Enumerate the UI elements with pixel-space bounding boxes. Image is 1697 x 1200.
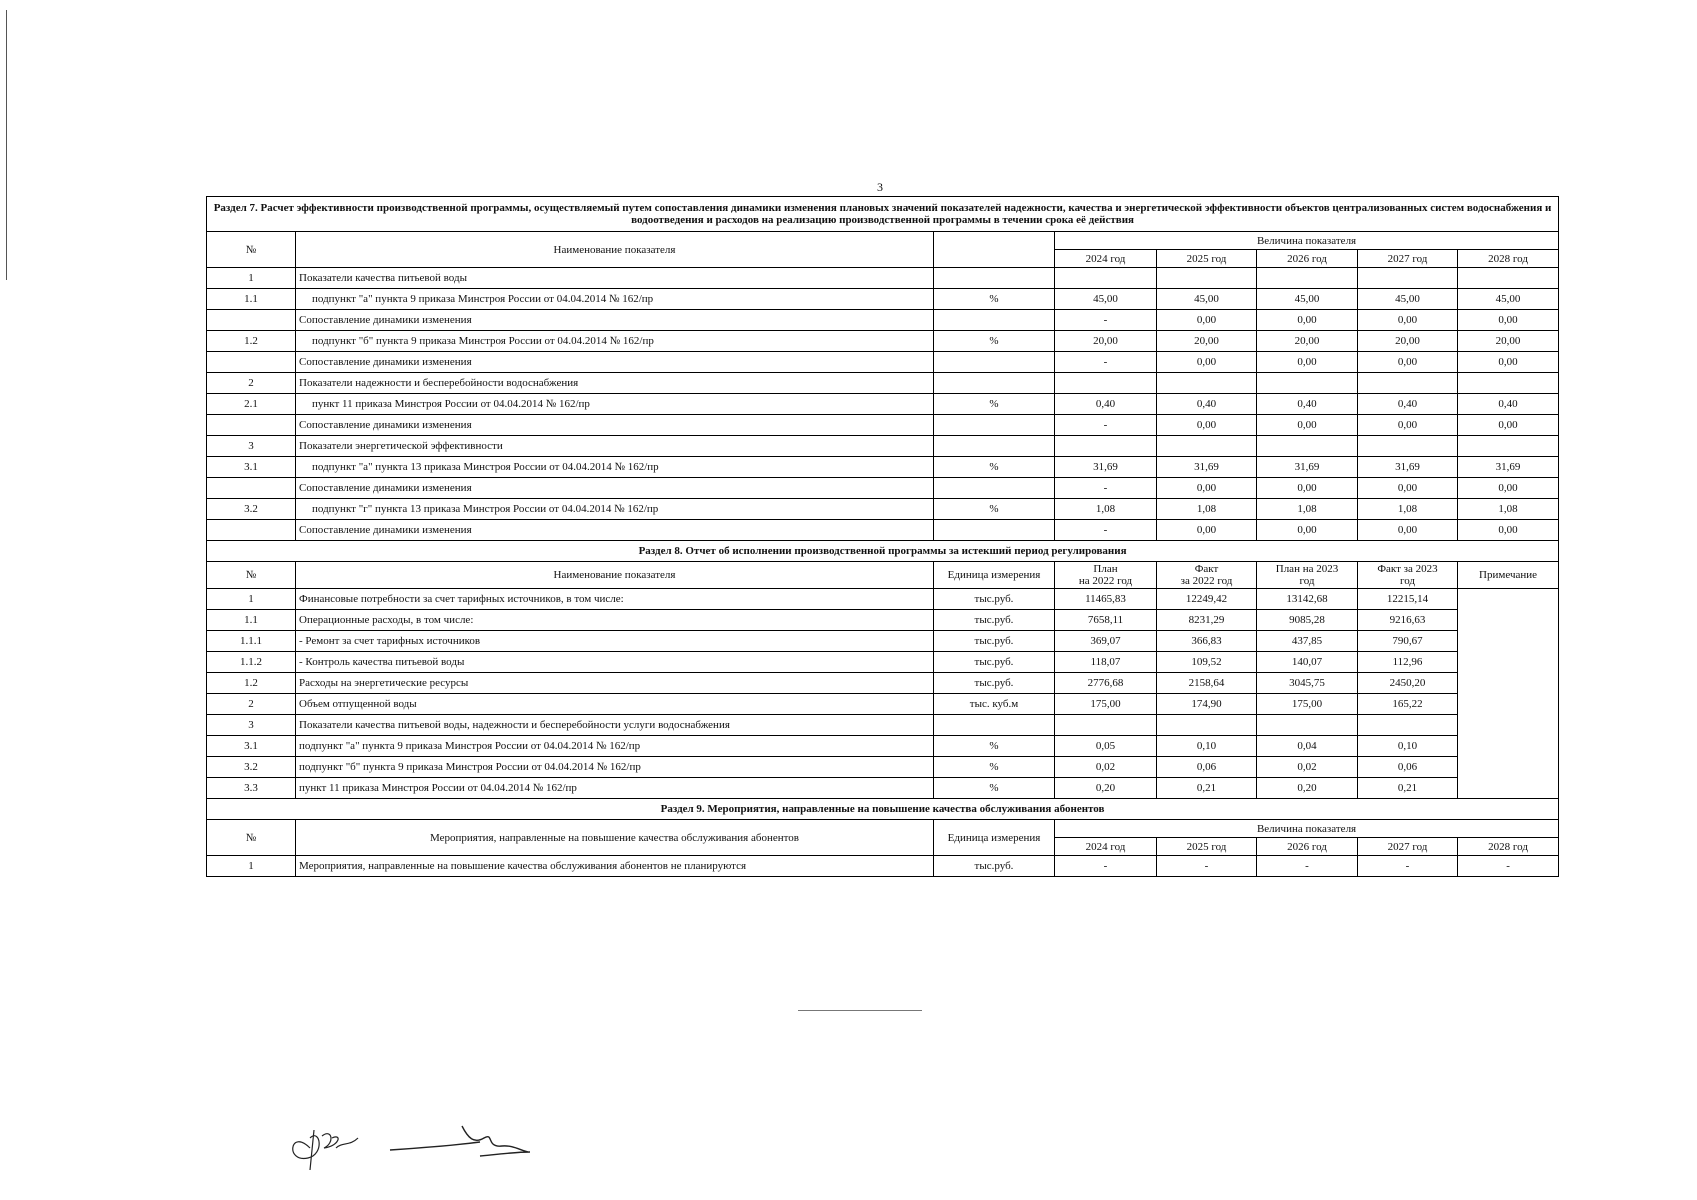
row-value: 0,00 bbox=[1358, 310, 1458, 331]
row-value bbox=[1257, 268, 1358, 289]
row-value: 1,08 bbox=[1358, 499, 1458, 520]
row-name: - Ремонт за счет тарифных источников bbox=[296, 631, 934, 652]
row-value bbox=[1157, 268, 1257, 289]
table-row bbox=[207, 310, 1559, 331]
row-name: Объем отпущенной воды bbox=[296, 694, 934, 715]
section9-title-row bbox=[207, 799, 1559, 820]
signature-icon bbox=[280, 1108, 540, 1178]
row-value bbox=[1157, 715, 1257, 736]
row-unit bbox=[934, 715, 1055, 736]
table-row bbox=[207, 457, 1559, 478]
row-value: 0,00 bbox=[1458, 415, 1559, 436]
s8-header-fact2023: Факт за 2023 год bbox=[1358, 562, 1458, 589]
row-value bbox=[1157, 436, 1257, 457]
row-value: 118,07 bbox=[1055, 652, 1157, 673]
row-number: 2 bbox=[207, 694, 296, 715]
row-value: 2776,68 bbox=[1055, 673, 1157, 694]
program-table bbox=[206, 196, 1559, 877]
row-number: 1.2 bbox=[207, 673, 296, 694]
row-name: пункт 11 приказа Минстроя России от 04.04.2014 № 162/пр bbox=[296, 778, 934, 799]
row-value bbox=[1458, 436, 1559, 457]
row-unit: % bbox=[934, 457, 1055, 478]
row-name: подпункт "а" пункта 9 приказа Минстроя России от 04.04.2014 № 162/пр bbox=[296, 736, 934, 757]
s9-year: 2026 год bbox=[1257, 838, 1358, 856]
s7-year: 2025 год bbox=[1157, 250, 1257, 268]
table-row bbox=[207, 673, 1559, 694]
row-value: 0,40 bbox=[1157, 394, 1257, 415]
table-row bbox=[207, 694, 1559, 715]
row-value: 0,40 bbox=[1257, 394, 1358, 415]
row-number: 1.1.1 bbox=[207, 631, 296, 652]
row-value: 0,00 bbox=[1257, 310, 1358, 331]
table-row bbox=[207, 415, 1559, 436]
row-name: Операционные расходы, в том числе: bbox=[296, 610, 934, 631]
row-number: 1 bbox=[207, 268, 296, 289]
s7-header-name: Наименование показателя bbox=[296, 232, 934, 268]
s8-header-plan2023: План на 2023 год bbox=[1257, 562, 1358, 589]
row-name: Показатели качества питьевой воды bbox=[296, 268, 934, 289]
row-value: 0,00 bbox=[1157, 415, 1257, 436]
s7-header-group: Величина показателя bbox=[1055, 232, 1559, 250]
row-name: Финансовые потребности за счет тарифных источников, в том числе: bbox=[296, 589, 934, 610]
row-value: 165,22 bbox=[1358, 694, 1458, 715]
row-value: 45,00 bbox=[1157, 289, 1257, 310]
row-value: 0,40 bbox=[1358, 394, 1458, 415]
row-value: - bbox=[1055, 478, 1157, 499]
row-value: 0,00 bbox=[1458, 478, 1559, 499]
row-value: 8231,29 bbox=[1157, 610, 1257, 631]
row-value: - bbox=[1157, 856, 1257, 877]
row-number bbox=[207, 478, 296, 499]
row-unit bbox=[934, 436, 1055, 457]
row-value: 366,83 bbox=[1157, 631, 1257, 652]
row-value: 0,05 bbox=[1055, 736, 1157, 757]
row-value: 437,85 bbox=[1257, 631, 1358, 652]
row-value: 20,00 bbox=[1055, 331, 1157, 352]
row-value: 0,00 bbox=[1458, 352, 1559, 373]
row-value: 45,00 bbox=[1257, 289, 1358, 310]
row-value: 112,96 bbox=[1358, 652, 1458, 673]
row-name: Расходы на энергетические ресурсы bbox=[296, 673, 934, 694]
row-value: 31,69 bbox=[1358, 457, 1458, 478]
table-row bbox=[207, 715, 1559, 736]
row-value bbox=[1157, 373, 1257, 394]
row-value: 0,00 bbox=[1257, 352, 1358, 373]
s9-header-name: Мероприятия, направленные на повышение качества обслуживания абонентов bbox=[296, 820, 934, 856]
table-row bbox=[207, 520, 1559, 541]
row-value: 9085,28 bbox=[1257, 610, 1358, 631]
row-value: 2450,20 bbox=[1358, 673, 1458, 694]
s8-header-name: Наименование показателя bbox=[296, 562, 934, 589]
row-value: 11465,83 bbox=[1055, 589, 1157, 610]
table-row bbox=[207, 757, 1559, 778]
row-unit: тыс.руб. bbox=[934, 610, 1055, 631]
row-value: 12249,42 bbox=[1157, 589, 1257, 610]
s7-year: 2027 год bbox=[1358, 250, 1458, 268]
s7-header-num: № bbox=[207, 232, 296, 268]
row-name: подпункт "б" пункта 9 приказа Минстроя России от 04.04.2014 № 162/пр bbox=[296, 757, 934, 778]
row-value: - bbox=[1055, 856, 1157, 877]
row-unit: % bbox=[934, 331, 1055, 352]
row-unit bbox=[934, 373, 1055, 394]
row-name: Сопоставление динамики изменения bbox=[296, 520, 934, 541]
row-value bbox=[1458, 268, 1559, 289]
row-number: 3 bbox=[207, 715, 296, 736]
table-row bbox=[207, 394, 1559, 415]
row-value: 0,00 bbox=[1157, 478, 1257, 499]
s9-header-unit: Единица измерения bbox=[934, 820, 1055, 856]
row-value bbox=[1055, 715, 1157, 736]
row-value: - bbox=[1055, 310, 1157, 331]
row-unit bbox=[934, 268, 1055, 289]
row-unit: тыс.руб. bbox=[934, 673, 1055, 694]
row-name: Сопоставление динамики изменения bbox=[296, 415, 934, 436]
page-number: 3 bbox=[877, 180, 883, 194]
row-number: 3.2 bbox=[207, 499, 296, 520]
row-value: - bbox=[1458, 856, 1559, 877]
row-unit: % bbox=[934, 289, 1055, 310]
row-name: Сопоставление динамики изменения bbox=[296, 352, 934, 373]
row-value: 0,40 bbox=[1458, 394, 1559, 415]
row-value: 175,00 bbox=[1055, 694, 1157, 715]
table-row bbox=[207, 652, 1559, 673]
row-value: 0,20 bbox=[1055, 778, 1157, 799]
row-value: 1,08 bbox=[1257, 499, 1358, 520]
section8-rows bbox=[207, 589, 1559, 799]
row-value: 109,52 bbox=[1157, 652, 1257, 673]
row-unit: % bbox=[934, 499, 1055, 520]
row-unit: % bbox=[934, 757, 1055, 778]
row-value: 0,00 bbox=[1157, 352, 1257, 373]
row-value: 31,69 bbox=[1055, 457, 1157, 478]
section7-title-row bbox=[207, 197, 1559, 232]
row-name: Показатели энергетической эффективности bbox=[296, 436, 934, 457]
row-value bbox=[1358, 373, 1458, 394]
table-row bbox=[207, 856, 1559, 877]
row-value: 12215,14 bbox=[1358, 589, 1458, 610]
row-value: 0,00 bbox=[1358, 478, 1458, 499]
section9-header-row bbox=[207, 820, 1559, 838]
row-number: 1.1.2 bbox=[207, 652, 296, 673]
row-value: 45,00 bbox=[1055, 289, 1157, 310]
row-value: 9216,63 bbox=[1358, 610, 1458, 631]
row-value bbox=[1055, 436, 1157, 457]
row-name: подпункт "б" пункта 9 приказа Минстроя России от 04.04.2014 № 162/пр bbox=[296, 331, 934, 352]
row-value: - bbox=[1257, 856, 1358, 877]
row-value: 31,69 bbox=[1257, 457, 1358, 478]
row-value: 0,02 bbox=[1257, 757, 1358, 778]
row-value bbox=[1358, 436, 1458, 457]
row-value: 0,00 bbox=[1157, 310, 1257, 331]
section8-title: Раздел 8. Отчет об исполнении производственной программы за истекший период регулирования bbox=[207, 541, 1559, 562]
row-value: 0,10 bbox=[1157, 736, 1257, 757]
row-value: 0,00 bbox=[1458, 310, 1559, 331]
row-value bbox=[1055, 268, 1157, 289]
row-value bbox=[1257, 373, 1358, 394]
table-row bbox=[207, 373, 1559, 394]
table-row bbox=[207, 736, 1559, 757]
row-value: 0,20 bbox=[1257, 778, 1358, 799]
section7-header-row bbox=[207, 232, 1559, 250]
row-value: 7658,11 bbox=[1055, 610, 1157, 631]
row-value bbox=[1358, 268, 1458, 289]
row-value: 0,00 bbox=[1257, 415, 1358, 436]
row-value: 3045,75 bbox=[1257, 673, 1358, 694]
row-number bbox=[207, 352, 296, 373]
row-value bbox=[1458, 373, 1559, 394]
s9-year: 2025 год bbox=[1157, 838, 1257, 856]
row-name: Сопоставление динамики изменения bbox=[296, 478, 934, 499]
section9-rows bbox=[207, 856, 1559, 877]
row-value: 0,00 bbox=[1257, 478, 1358, 499]
row-number: 1.1 bbox=[207, 610, 296, 631]
row-number: 3 bbox=[207, 436, 296, 457]
s9-year: 2027 год bbox=[1358, 838, 1458, 856]
row-name: подпункт "а" пункта 13 приказа Минстроя России от 04.04.2014 № 162/пр bbox=[296, 457, 934, 478]
row-value: 0,10 bbox=[1358, 736, 1458, 757]
row-value: 31,69 bbox=[1157, 457, 1257, 478]
row-value: 20,00 bbox=[1358, 331, 1458, 352]
row-value: 0,04 bbox=[1257, 736, 1358, 757]
scan-edge-line bbox=[6, 10, 7, 280]
table-row bbox=[207, 436, 1559, 457]
row-unit bbox=[934, 310, 1055, 331]
table-row bbox=[207, 331, 1559, 352]
row-value: 0,00 bbox=[1358, 415, 1458, 436]
row-value bbox=[1257, 436, 1358, 457]
s9-header-group: Величина показателя bbox=[1055, 820, 1559, 838]
row-number: 3.3 bbox=[207, 778, 296, 799]
row-value: 0,21 bbox=[1157, 778, 1257, 799]
row-name: Показатели качества питьевой воды, надежности и бесперебойности услуги водоснабжения bbox=[296, 715, 934, 736]
row-value: 20,00 bbox=[1157, 331, 1257, 352]
row-number: 2.1 bbox=[207, 394, 296, 415]
row-name: Показатели надежности и бесперебойности водоснабжения bbox=[296, 373, 934, 394]
row-value: 0,40 bbox=[1055, 394, 1157, 415]
row-unit: тыс.руб. bbox=[934, 652, 1055, 673]
s8-header-fact2022: Факт за 2022 год bbox=[1157, 562, 1257, 589]
row-number: 2 bbox=[207, 373, 296, 394]
table-row bbox=[207, 610, 1559, 631]
row-unit bbox=[934, 415, 1055, 436]
row-value: 1,08 bbox=[1458, 499, 1559, 520]
row-value bbox=[1257, 715, 1358, 736]
s7-year: 2026 год bbox=[1257, 250, 1358, 268]
row-number bbox=[207, 415, 296, 436]
section9-title: Раздел 9. Мероприятия, направленные на повышение качества обслуживания абонентов bbox=[207, 799, 1559, 820]
row-value: 0,00 bbox=[1157, 520, 1257, 541]
row-unit: % bbox=[934, 394, 1055, 415]
row-value: 0,00 bbox=[1458, 520, 1559, 541]
row-number: 3.2 bbox=[207, 757, 296, 778]
row-value: 0,00 bbox=[1358, 352, 1458, 373]
row-value: - bbox=[1055, 415, 1157, 436]
row-value: - bbox=[1358, 856, 1458, 877]
row-unit: тыс. куб.м bbox=[934, 694, 1055, 715]
table-row bbox=[207, 268, 1559, 289]
table-row bbox=[207, 589, 1559, 610]
row-value: 45,00 bbox=[1358, 289, 1458, 310]
row-unit: тыс.руб. bbox=[934, 589, 1055, 610]
row-value: 369,07 bbox=[1055, 631, 1157, 652]
row-value: 140,07 bbox=[1257, 652, 1358, 673]
row-value: 45,00 bbox=[1458, 289, 1559, 310]
row-value: 174,90 bbox=[1157, 694, 1257, 715]
table-row bbox=[207, 778, 1559, 799]
row-number bbox=[207, 310, 296, 331]
row-value bbox=[1358, 715, 1458, 736]
row-number: 1 bbox=[207, 856, 296, 877]
row-value: 0,00 bbox=[1358, 520, 1458, 541]
row-unit: % bbox=[934, 778, 1055, 799]
bottom-rule bbox=[798, 1010, 922, 1011]
row-name: - Контроль качества питьевой воды bbox=[296, 652, 934, 673]
row-number: 1 bbox=[207, 589, 296, 610]
row-value: 20,00 bbox=[1458, 331, 1559, 352]
row-value: 20,00 bbox=[1257, 331, 1358, 352]
row-value: 0,00 bbox=[1257, 520, 1358, 541]
table-row bbox=[207, 631, 1559, 652]
row-unit bbox=[934, 352, 1055, 373]
row-unit: % bbox=[934, 736, 1055, 757]
row-value: 175,00 bbox=[1257, 694, 1358, 715]
row-number: 1.1 bbox=[207, 289, 296, 310]
row-value: 2158,64 bbox=[1157, 673, 1257, 694]
row-value: 0,02 bbox=[1055, 757, 1157, 778]
s9-year: 2024 год bbox=[1055, 838, 1157, 856]
s8-header-unit: Единица измерения bbox=[934, 562, 1055, 589]
row-value: - bbox=[1055, 520, 1157, 541]
row-unit bbox=[934, 478, 1055, 499]
row-value: - bbox=[1055, 352, 1157, 373]
section8-title-row bbox=[207, 541, 1559, 562]
note-cell bbox=[1458, 589, 1559, 799]
s8-header-plan2022: План на 2022 год bbox=[1055, 562, 1157, 589]
row-value: 13142,68 bbox=[1257, 589, 1358, 610]
row-number: 3.1 bbox=[207, 457, 296, 478]
row-value: 0,06 bbox=[1157, 757, 1257, 778]
section7-rows bbox=[207, 268, 1559, 541]
row-value: 0,06 bbox=[1358, 757, 1458, 778]
s7-year: 2028 год bbox=[1458, 250, 1559, 268]
s7-year: 2024 год bbox=[1055, 250, 1157, 268]
row-value: 31,69 bbox=[1458, 457, 1559, 478]
row-number: 3.1 bbox=[207, 736, 296, 757]
row-name: Мероприятия, направленные на повышение качества обслуживания абонентов не планируются bbox=[296, 856, 934, 877]
row-value: 1,08 bbox=[1055, 499, 1157, 520]
table-row bbox=[207, 478, 1559, 499]
row-number bbox=[207, 520, 296, 541]
row-name: Сопоставление динамики изменения bbox=[296, 310, 934, 331]
table-row bbox=[207, 499, 1559, 520]
s8-header-num: № bbox=[207, 562, 296, 589]
row-name: подпункт "г" пункта 13 приказа Минстроя России от 04.04.2014 № 162/пр bbox=[296, 499, 934, 520]
row-number: 1.2 bbox=[207, 331, 296, 352]
s9-year: 2028 год bbox=[1458, 838, 1559, 856]
row-unit bbox=[934, 520, 1055, 541]
row-value: 1,08 bbox=[1157, 499, 1257, 520]
row-value bbox=[1055, 373, 1157, 394]
s9-header-num: № bbox=[207, 820, 296, 856]
row-unit: тыс.руб. bbox=[934, 856, 1055, 877]
table-row bbox=[207, 352, 1559, 373]
row-unit: тыс.руб. bbox=[934, 631, 1055, 652]
row-name: подпункт "а" пункта 9 приказа Минстроя России от 04.04.2014 № 162/пр bbox=[296, 289, 934, 310]
row-name: пункт 11 приказа Минстроя России от 04.04.2014 № 162/пр bbox=[296, 394, 934, 415]
table-row bbox=[207, 289, 1559, 310]
row-value: 790,67 bbox=[1358, 631, 1458, 652]
section7-title: Раздел 7. Расчет эффективности производственной программы, осуществляемый путем сопоставления динамики изменения плановых значений показателей надежности, качества и энергетической эффективности объектов централизованных систем водоснабжения и водоотведения и расходов на реализацию производственной программы в течении срока её действия bbox=[207, 197, 1559, 232]
s8-header-note: Примечание bbox=[1458, 562, 1559, 589]
row-value: 0,21 bbox=[1358, 778, 1458, 799]
s7-header-unit bbox=[934, 232, 1055, 268]
section8-header-row bbox=[207, 562, 1559, 589]
